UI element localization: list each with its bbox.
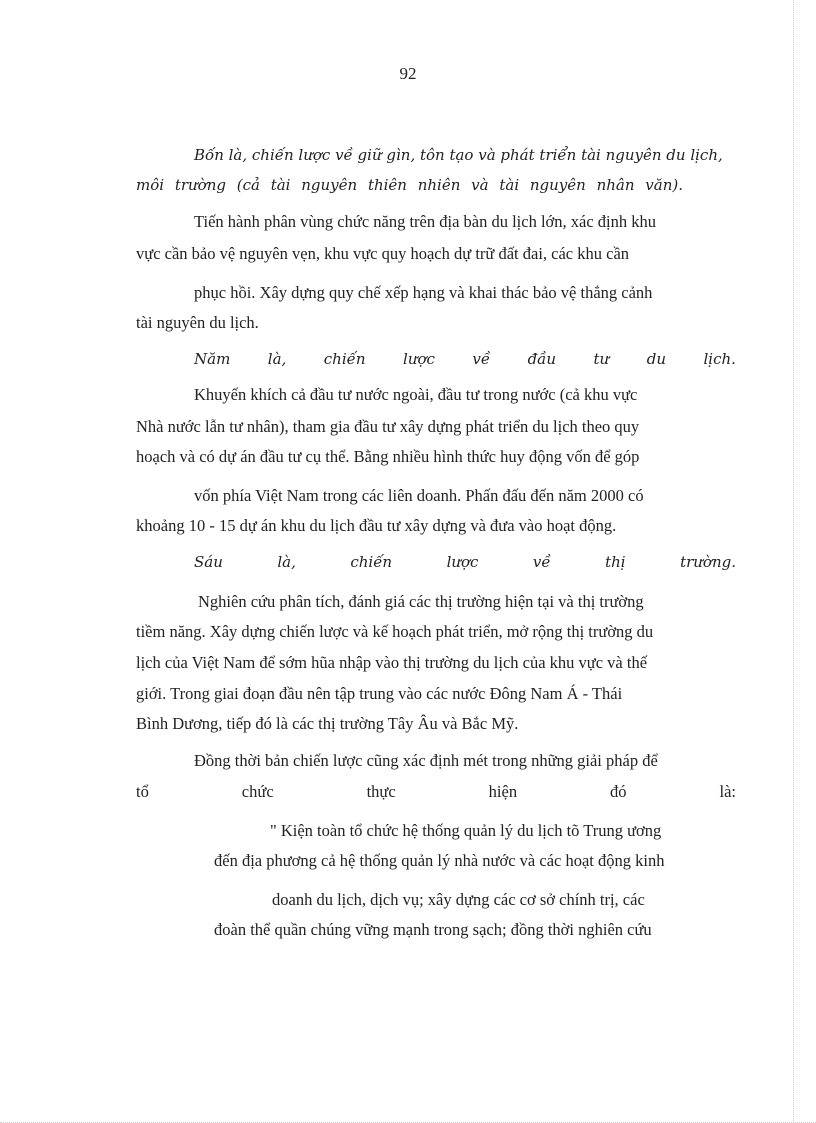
word: thực bbox=[366, 782, 396, 801]
word: về bbox=[472, 350, 491, 368]
text-line: phục hồi. Xây dựng quy chế xếp hạng và khai thác bảo vệ thắng cảnh bbox=[194, 283, 653, 302]
word: đó bbox=[610, 782, 627, 801]
word: là: bbox=[719, 782, 736, 801]
quote-line: " Kiện toàn tổ chức hệ thống quản lý du lịch tõ Trung ương bbox=[270, 821, 662, 840]
quote-line: doanh du lịch, dịch vụ; xây dựng các cơ sở chính trị, các bbox=[272, 890, 645, 909]
text-line: vực cần bảo vệ nguyên vẹn, khu vực quy hoạch dự trữ đất đai, các khu cần bbox=[136, 244, 630, 263]
word: tư bbox=[593, 350, 610, 368]
page-number: 92 bbox=[399, 64, 417, 83]
text-line: giới. Trong giai đoạn đầu nên tập trung vào các nước Đông Nam Á - Thái bbox=[136, 684, 623, 703]
word: trường. bbox=[680, 553, 736, 571]
quote-line: đến địa phương cả hệ thống quản lý nhà nước và các hoạt động kinh bbox=[214, 851, 665, 870]
text-line: Tiến hành phân vùng chức năng trên địa bàn du lịch lớn, xác định khu bbox=[194, 212, 657, 231]
text-line: hoạch và có dự án đầu tư cụ thể. Bằng nhiều hình thức huy động vốn để góp bbox=[136, 447, 640, 466]
spread-line-to-chuc bbox=[136, 782, 736, 802]
word: đầu bbox=[527, 350, 557, 368]
word: lược bbox=[403, 350, 435, 368]
text-line: tiềm năng. Xây dựng chiến lược và kế hoạch phát triển, mở rộng thị trường du bbox=[136, 622, 654, 641]
text-line: Nghiên cứu phân tích, đánh giá các thị trường hiện tại và thị trường bbox=[198, 592, 644, 611]
word: hiện bbox=[488, 782, 518, 801]
heading-nam-la bbox=[194, 350, 736, 368]
word: thị bbox=[605, 553, 626, 571]
word: Sáu bbox=[194, 553, 223, 571]
word: chiến bbox=[323, 350, 366, 368]
word: về bbox=[532, 553, 551, 571]
text-line: khoảng 10 - 15 dự án khu du lịch đầu tư xây dựng và đưa vào hoạt động. bbox=[136, 516, 617, 535]
text-line: môi trường (cả tài nguyên thiên nhiên và tài nguyên nhân văn). bbox=[136, 176, 683, 194]
text-line: vốn phía Việt Nam trong các liên doanh. Phấn đấu đến năm 2000 có bbox=[194, 486, 644, 505]
quote-line: đoàn thể quần chúng vững mạnh trong sạch; đồng thời nghiên cứu bbox=[214, 920, 652, 939]
text-line: lịch của Việt Nam để sớm hũa nhập vào thị trường du lịch của khu vực và thế bbox=[136, 653, 648, 672]
text-line: Nhà nước lẫn tư nhân), tham gia đầu tư xây dựng phát triển du lịch theo quy bbox=[136, 417, 640, 436]
word: chức bbox=[241, 782, 274, 801]
word: lược bbox=[446, 553, 479, 571]
text-line: Khuyến khích cả đầu tư nước ngoài, đầu tư trong nước (cả khu vực bbox=[194, 385, 638, 404]
word: lịch. bbox=[703, 350, 736, 368]
word: Năm bbox=[194, 350, 231, 368]
word: tổ bbox=[136, 782, 149, 801]
text-line: Bốn là, chiến lược về giữ gìn, tôn tạo và phát triển tài nguyên du lịch, bbox=[194, 146, 723, 164]
text-line: tài nguyên du lịch. bbox=[136, 313, 259, 332]
word: là, bbox=[277, 553, 296, 571]
heading-sau-la bbox=[194, 553, 736, 571]
text-line: Đồng thời bản chiến lược cũng xác định mét trong những giải pháp để bbox=[194, 751, 658, 770]
word: du bbox=[646, 350, 666, 368]
text-line: Bình Dương, tiếp đó là các thị trường Tây Âu và Bắc Mỹ. bbox=[136, 714, 519, 733]
word: là, bbox=[267, 350, 287, 368]
word: chiến bbox=[350, 553, 393, 571]
page-border-right bbox=[793, 0, 794, 1123]
